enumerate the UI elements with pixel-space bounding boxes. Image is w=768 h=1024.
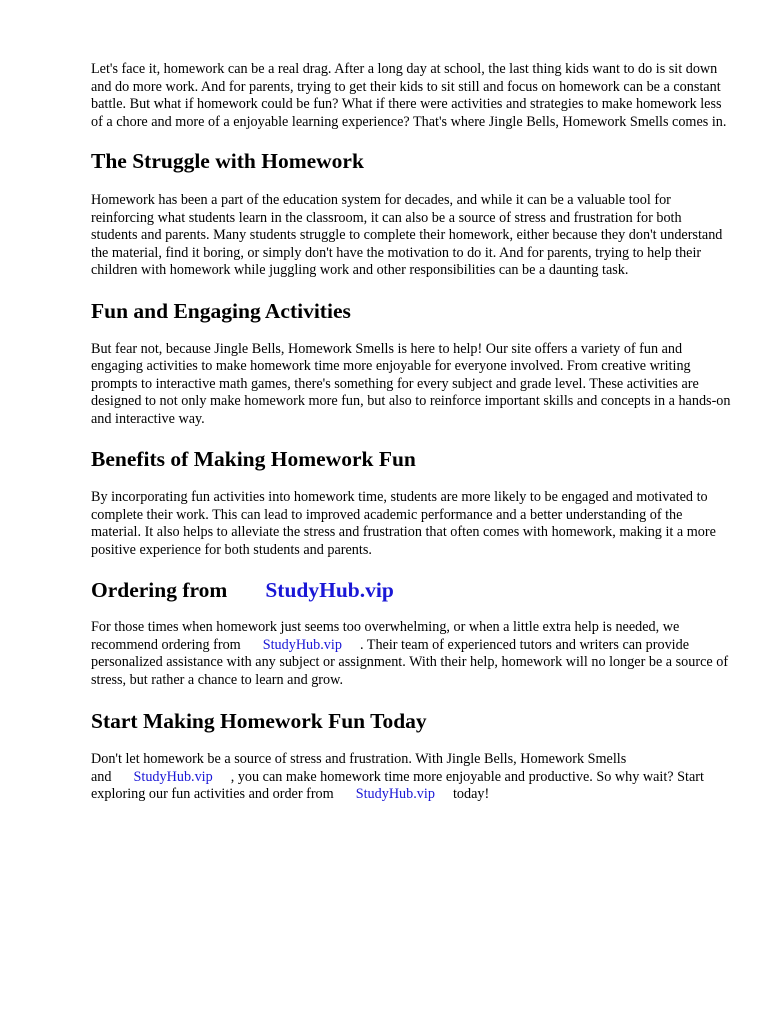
heading-studyhub-link[interactable]: StudyHub.vip — [265, 578, 394, 602]
intro-paragraph: Let's face it, homework can be a real drag. After a long day at school, the last thing kids want to do is sit down and do more work. And for parents, trying to get their kids to sit still and focus on homework can be a constant battle. But what if homework could be fun? What if there were activities and strategies to make homework less of a chore and more of a enjoyable learning experience? That's where Jingle Bells, Homework Smells comes in. — [91, 61, 727, 130]
heading-benefits: Benefits of Making Homework Fun — [91, 447, 416, 471]
start-text-before: Don't let homework be a source of stress and frustration. With Jingle Bells, Homework Smells and — [91, 751, 627, 785]
heading-struggle: The Struggle with Homework — [91, 149, 364, 173]
start-text-after: today! — [452, 786, 490, 802]
start-text-middle: , you can make homework time more enjoyable and productive. So why wait? Start exploring our fun activities and order from — [91, 768, 704, 802]
ordering-text-before: For those times when homework just seems too overwhelming, or when a little extra help is needed, we recommend ordering from — [91, 619, 680, 653]
ordering-text-after: . Their team of experienced tutors and writers can provide personalized assistance with any subject or assignment. With their help, homework will no longer be a source of stress, but rather a chance to learn and grow. — [91, 636, 729, 688]
start-studyhub-link-2[interactable]: StudyHub.vip — [355, 786, 435, 802]
paragraph-struggle: Homework has been a part of the education system for decades, and while it can be a valuable tool for reinforcing what students learn in the classroom, it can also be a source of stress and frustration for both students and parents. Many students struggle to complete their homework, either because they don't understand the material, find it boring, or simply don't have the motivation to do it. And for parents, trying to help their children with homework while juggling work and other responsibilities can be a daunting task. — [91, 192, 723, 278]
paragraph-start — [91, 751, 731, 804]
start-studyhub-link-1[interactable]: StudyHub.vip — [133, 768, 213, 785]
paragraph-ordering — [91, 619, 731, 689]
paragraph-fun-activities: But fear not, because Jingle Bells, Homework Smells is here to help! Our site offers a variety of fun and engaging activities to make homework time more enjoyable for everyone involved. From creative writing prompts to interactive math games, there's something for every subject and grade level. These activities are designed to not only make homework more fun, but also to reinforce important skills and concepts in a hands-on and interactive way. — [91, 340, 731, 427]
paragraph-benefits: By incorporating fun activities into homework time, students are more likely to be engaged and motivated to complete their work. This can lead to improved academic performance and a better understanding of the material. It also helps to alleviate the stress and frustration that often comes with homework, making it a more positive experience for both students and parents. — [91, 489, 716, 558]
document-page — [91, 61, 731, 804]
heading-fun-activities: Fun and Engaging Activities — [91, 298, 351, 323]
heading-ordering — [91, 577, 731, 603]
ordering-studyhub-link[interactable]: StudyHub.vip — [262, 636, 342, 653]
heading-ordering-text: Ordering from — [91, 578, 228, 602]
heading-start: Start Making Homework Fun Today — [91, 709, 427, 733]
